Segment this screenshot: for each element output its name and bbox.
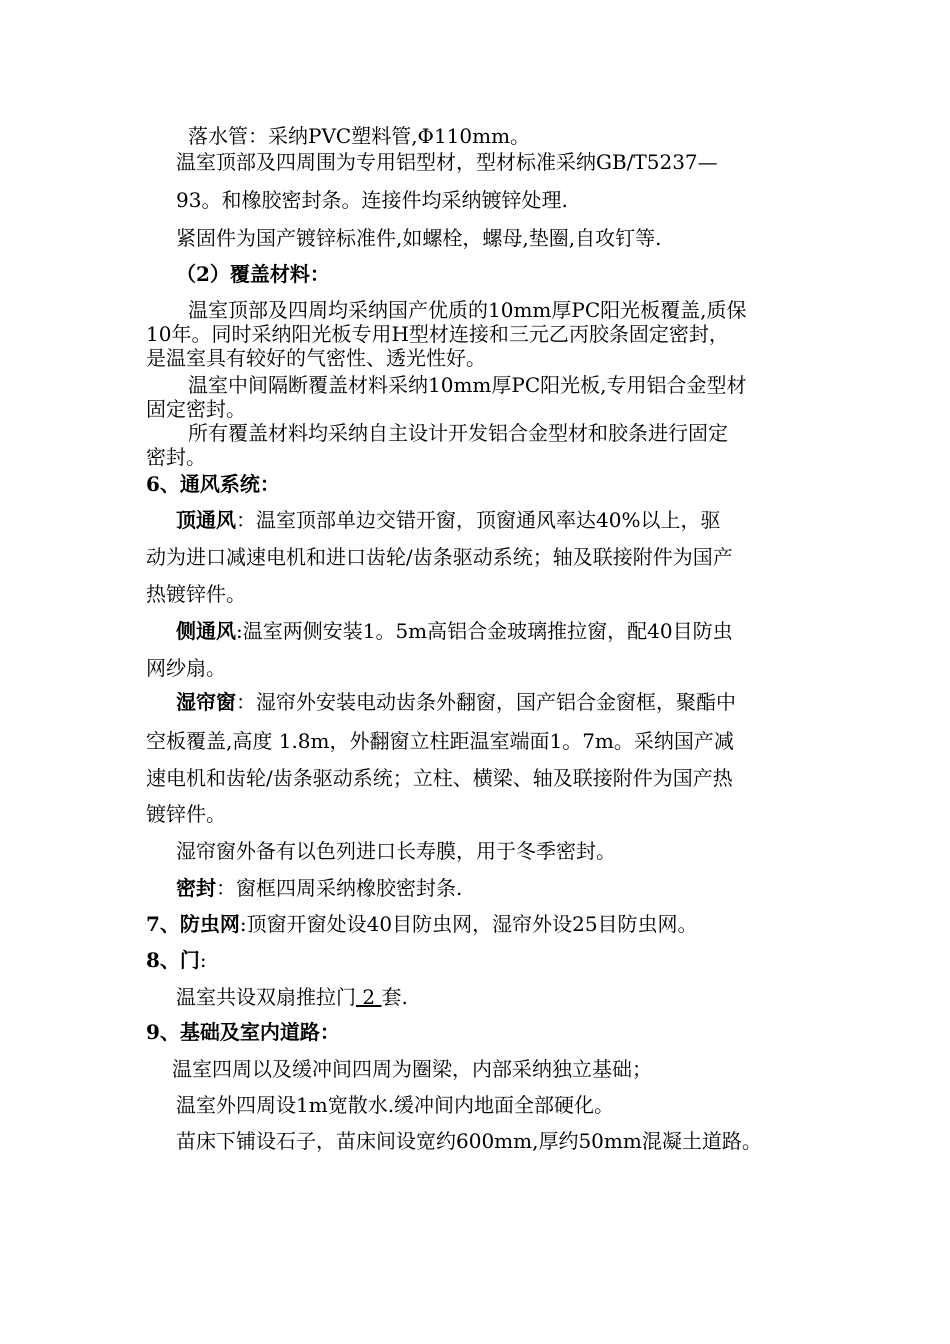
wet-curtain-line-2: 空板覆盖,高度 1.8m，外翻窗立柱距温室端面1。7m。采纳国产减 — [146, 729, 734, 753]
cover-paragraph-1-line-2: 10年。同时采纳阳光板专用H型材连接和三元乙丙胶条固定密封， — [146, 322, 729, 346]
insect-net-label: 7、防虫网 — [146, 912, 240, 936]
foundation-line-2: 温室外四周设1m宽散水.缓冲间内地面全部硬化。 — [176, 1093, 615, 1117]
top-vent-line-2: 动为进口减速电机和进口齿轮/齿条驱动系统；轴及联接附件为国产 — [146, 545, 733, 569]
door-heading — [146, 948, 207, 972]
top-vent-text: ：温室顶部单边交错开窗，顶窗通风率达40%以上，驱 — [236, 508, 721, 532]
ventilation-heading: 6、通风系统： — [146, 472, 280, 496]
wet-curtain-text: ：湿帘外安装电动齿条外翻窗，国产铝合金窗框，聚酯中 — [236, 690, 736, 714]
insect-net-text: :顶窗开窗处设40目防虫网，湿帘外设25目防虫网。 — [239, 912, 698, 936]
top-vent-line-1 — [176, 508, 720, 532]
cover-paragraph-1-line-3: 是温室具有较好的气密性、透光性好。 — [146, 346, 486, 370]
side-vent-text: :温室两侧安装1。5m高铝合金玻璃推拉窗，配40目防虫 — [236, 619, 733, 643]
top-vent-line-3: 热镀锌件。 — [146, 582, 246, 606]
cover-material-heading: （2）覆盖材料： — [176, 262, 330, 286]
door-colon: : — [199, 948, 207, 972]
cover-paragraph-2-line-2: 固定密封。 — [146, 397, 246, 421]
frame-material-line-cont: 93。和橡胶密封条。连接件均采纳镀锌处理. — [176, 188, 568, 212]
door-line — [176, 985, 408, 1009]
seal-line — [176, 876, 462, 900]
door-text-pre: 温室共设双扇推拉门 — [176, 985, 356, 1009]
wet-curtain-line-3: 速电机和齿轮/齿条驱动系统；立柱、横梁、轴及联接附件为国产热 — [146, 766, 733, 790]
fasteners-line: 紧固件为国产镀锌标准件,如螺栓，螺母,垫圈,自攻钉等. — [176, 226, 662, 250]
frame-material-line: 温室顶部及四周围为专用铝型材，型材标准采纳GB/T5237— — [176, 150, 718, 174]
side-vent-line-1 — [176, 619, 733, 643]
cover-paragraph-3-line-1: 所有覆盖材料均采纳自主设计开发铝合金型材和胶条进行固定 — [188, 421, 728, 445]
top-vent-label: 顶通风 — [176, 508, 236, 532]
wet-curtain-label: 湿帘窗 — [176, 690, 236, 714]
foundation-line-1: 温室四周以及缓冲间四周为圈梁，内部采纳独立基础； — [172, 1057, 652, 1081]
seal-label: 密封 — [176, 876, 216, 900]
insect-net-line — [146, 912, 698, 936]
side-vent-line-2: 网纱扇。 — [146, 656, 226, 680]
wet-curtain-film-line: 湿帘窗外备有以色列进口长寿膜，用于冬季密封。 — [176, 839, 616, 863]
foundation-line-3: 苗床下铺设石子，苗床间设宽约600mm,厚约50mm混凝土道路。 — [176, 1129, 762, 1153]
side-vent-label: 侧通风 — [176, 619, 236, 643]
seal-text: ：窗框四周采纳橡胶密封条. — [216, 876, 463, 900]
door-label: 8、门 — [146, 948, 200, 972]
wet-curtain-line-1 — [176, 690, 736, 714]
door-text-post: 套. — [381, 985, 408, 1009]
drain-pipe-line: 落水管：采纳PVC塑料管,Φ110mm。 — [188, 124, 531, 148]
cover-paragraph-2-line-1: 温室中间隔断覆盖材料采纳10mm厚PC阳光板,专用铝合金型材 — [188, 373, 747, 397]
wet-curtain-line-4: 镀锌件。 — [146, 802, 226, 826]
cover-paragraph-1-line-1: 温室顶部及四周均采纳国产优质的10mm厚PC阳光板覆盖,质保 — [188, 298, 747, 322]
foundation-heading: 9、基础及室内道路： — [146, 1020, 340, 1044]
door-count: 2 — [356, 985, 382, 1009]
cover-paragraph-3-line-2: 密封。 — [146, 445, 206, 469]
